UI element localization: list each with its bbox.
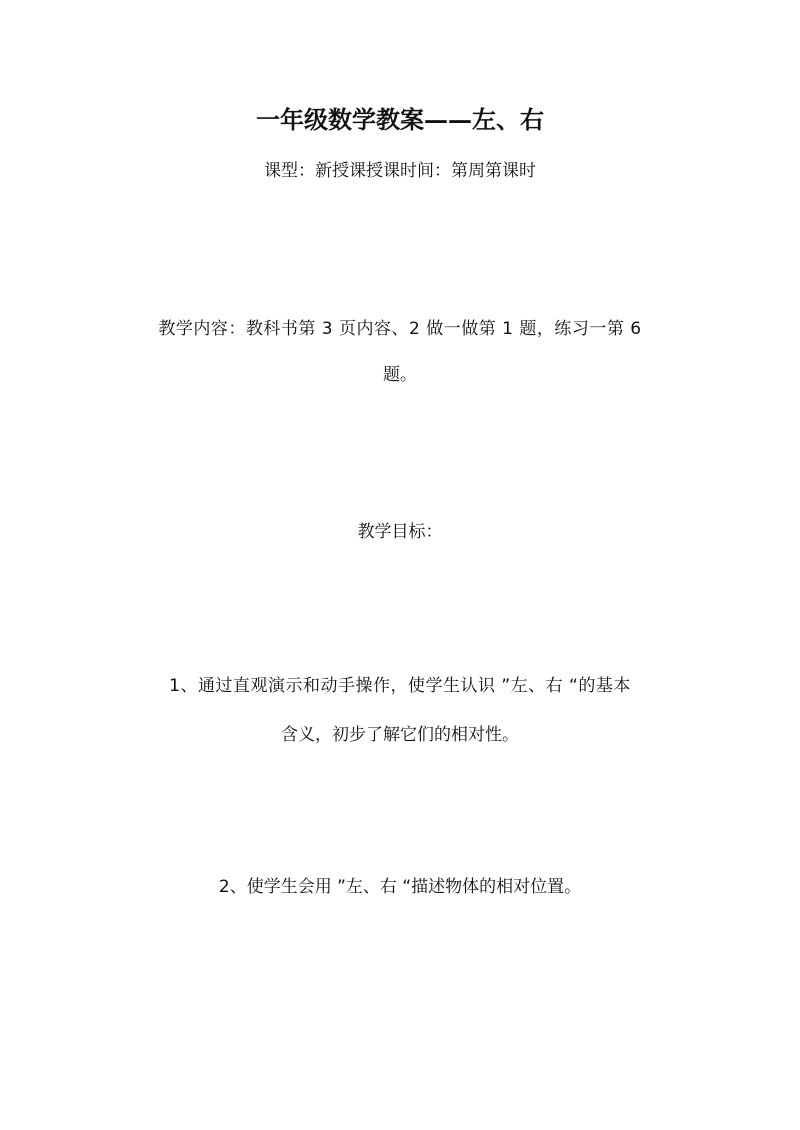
teaching-content-line-2: 题。 — [383, 365, 417, 385]
objective-1-line-1: 1、通过直观演示和动手操作，使学生认识 ”左、右 “的基本 — [169, 676, 631, 696]
teaching-content-line-1: 教学内容：教科书第 3 页内容、2 做一做第 1 题，练习一第 6 — [158, 319, 642, 339]
objectives-heading: 教学目标： — [357, 522, 443, 542]
lesson-info: 课型：新授课授课时间：第周第课时 — [264, 161, 536, 181]
document-title: 一年级数学教案——左、右 — [256, 105, 544, 134]
objective-2: 2、使学生会用 ”左、右 “描述物体的相对位置。 — [218, 877, 582, 897]
objective-1-line-2: 含义，初步了解它们的相对性。 — [281, 725, 519, 745]
